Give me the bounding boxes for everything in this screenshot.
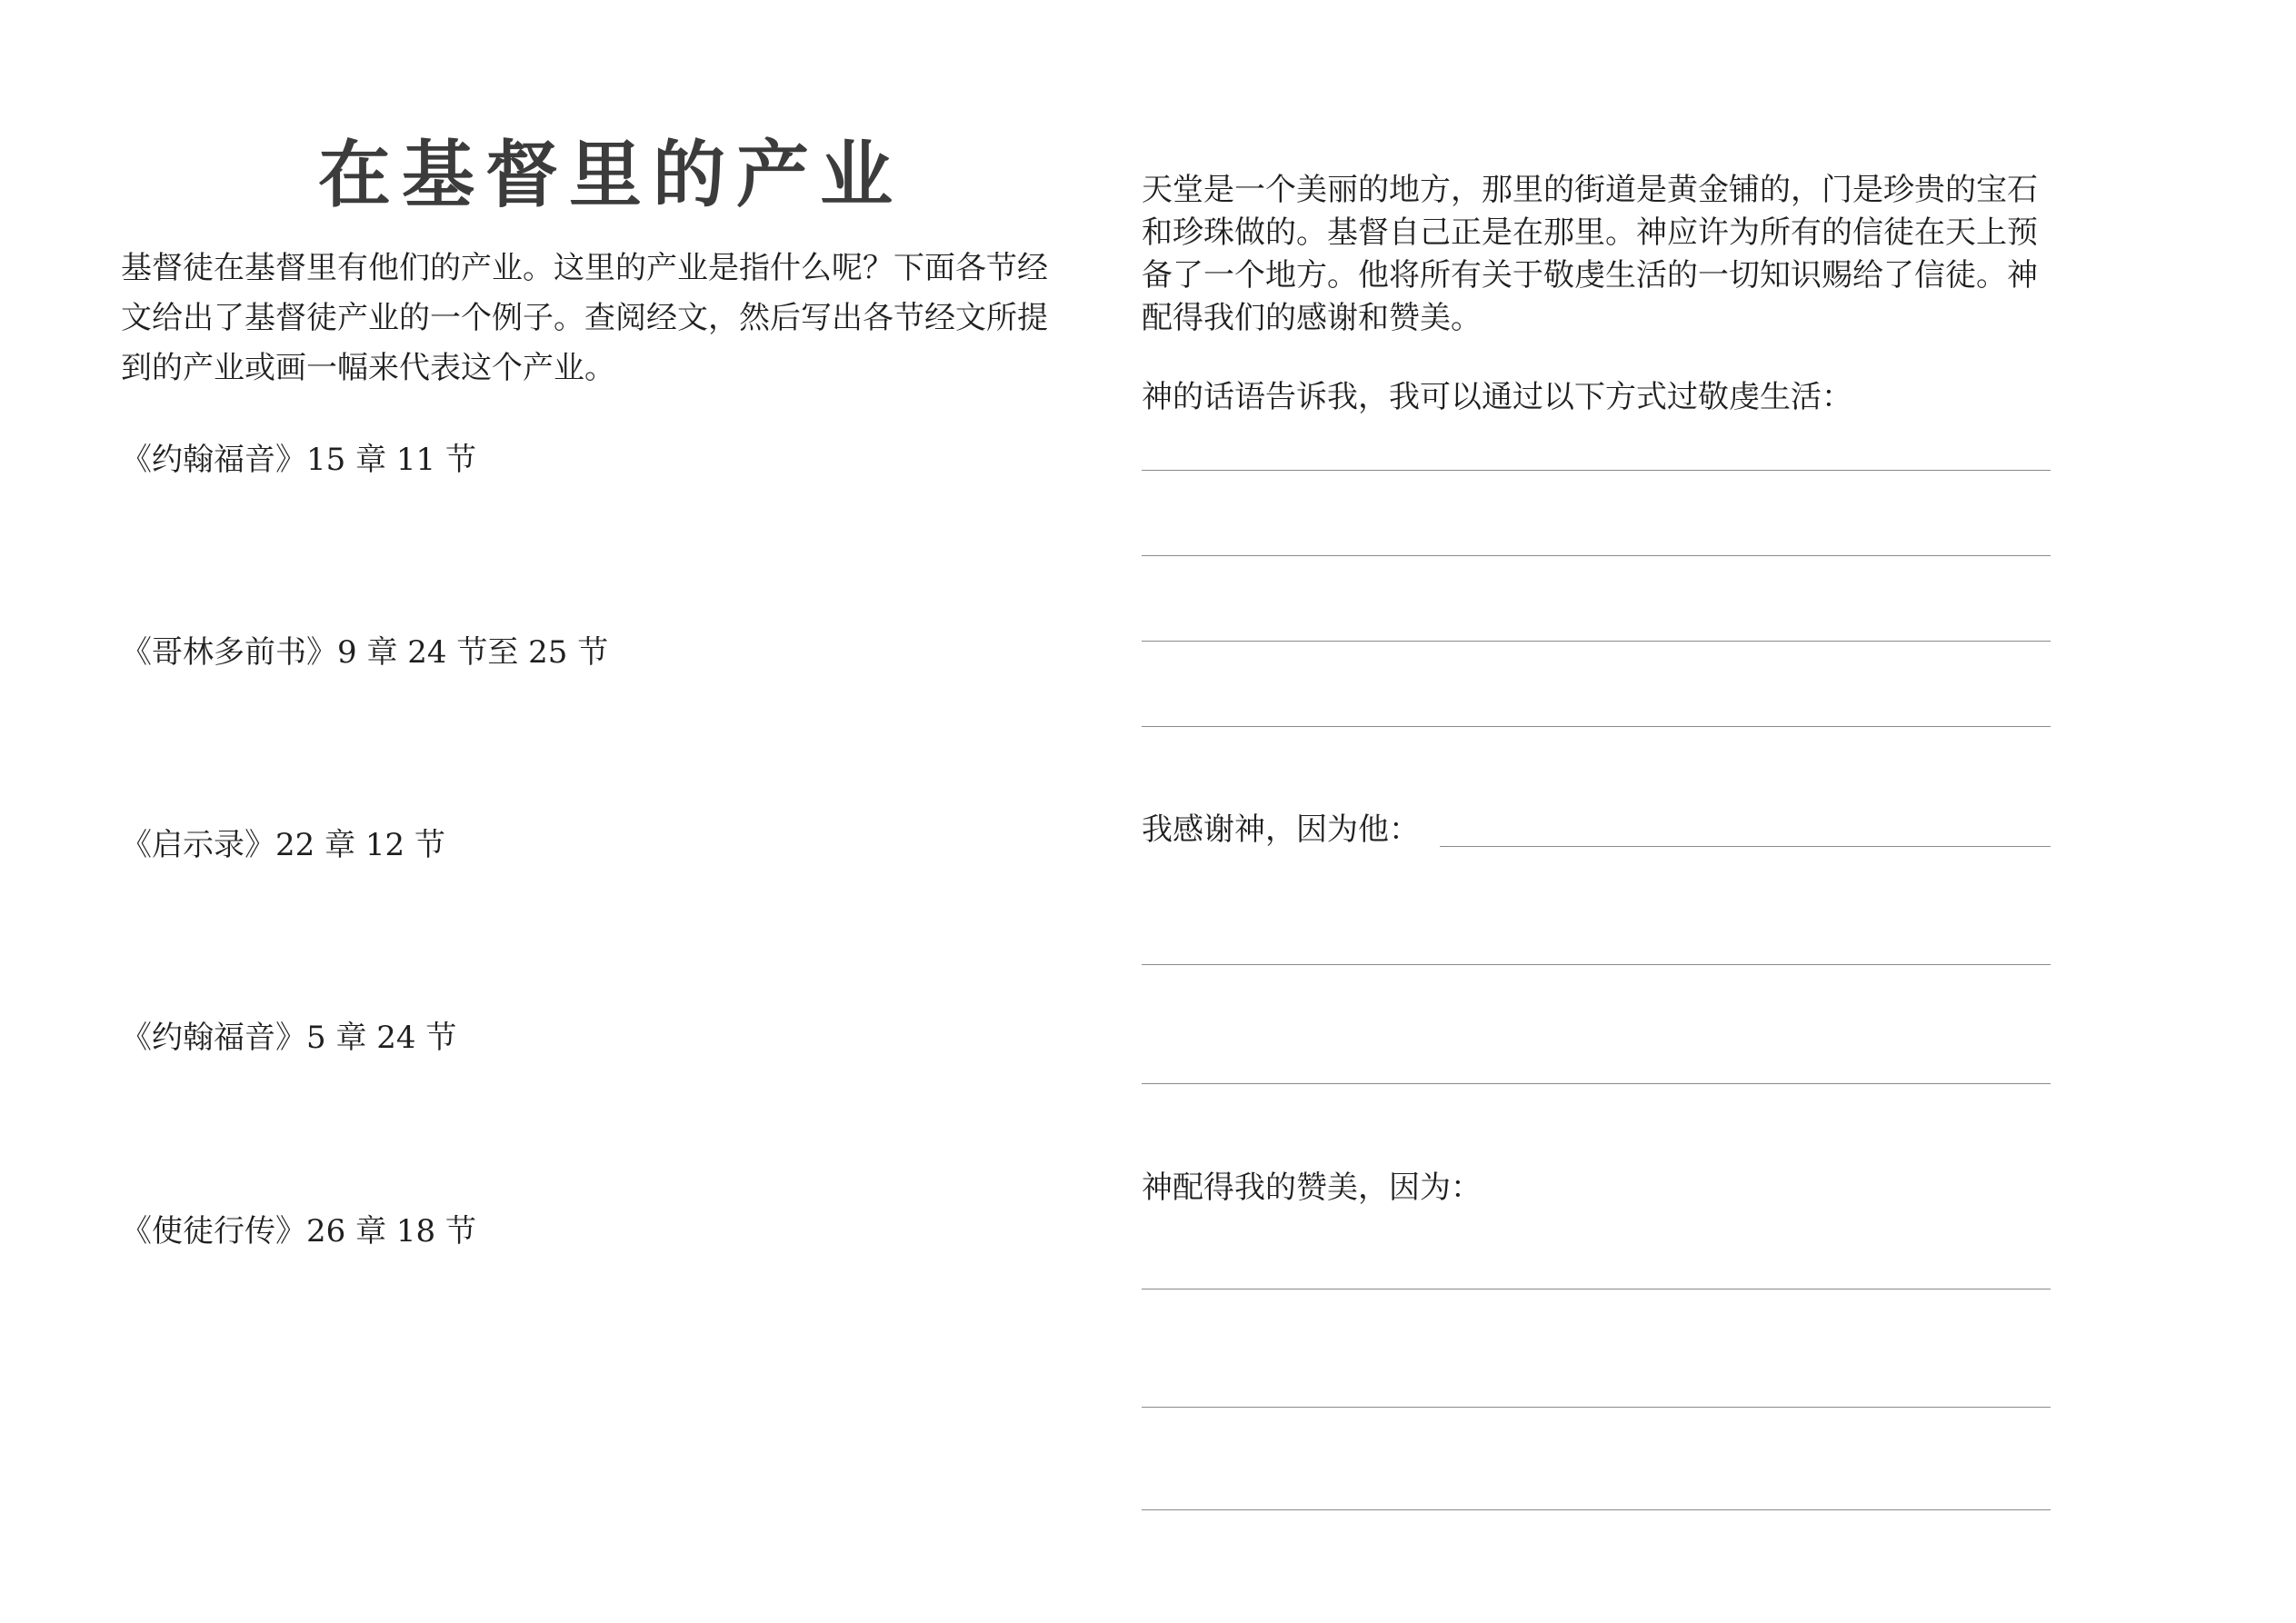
praise-prompt: 神配得我的赞美，因为： — [1142, 1170, 1482, 1206]
page-title: 在基督里的产业 — [318, 132, 903, 217]
verse-reference-3: 《启示录》22 章 12 节 — [121, 827, 445, 863]
verse-reference-2: 《哥林多前书》9 章 24 节至 25 节 — [121, 634, 609, 671]
answer-line[interactable] — [1142, 1407, 2051, 1408]
verse-reference-1: 《约翰福音》15 章 11 节 — [121, 442, 476, 478]
answer-line[interactable] — [1142, 470, 2051, 471]
verse-reference-4: 《约翰福音》5 章 24 节 — [121, 1020, 457, 1056]
thanks-prompt: 我感谢神，因为他： — [1142, 812, 1420, 848]
heaven-paragraph: 天堂是一个美丽的地方，那里的街道是黄金铺的，门是珍贵的宝石和珍珠做的。基督自己正是在那里。神应许为所有的信徒在天上预备了一个地方。他将所有关于敬虔生活的一切知识赐给了信徒。神配得我们的感谢和赞美。 — [1142, 172, 2038, 336]
godly-life-prompt: 神的话语告诉我，我可以通过以下方式过敬虔生活： — [1142, 379, 1852, 415]
verse-reference-5: 《使徒行传》26 章 18 节 — [121, 1213, 476, 1250]
answer-line[interactable] — [1142, 641, 2051, 642]
answer-line[interactable] — [1142, 964, 2051, 965]
answer-line[interactable] — [1142, 555, 2051, 556]
answer-line[interactable] — [1142, 1509, 2051, 1510]
answer-line[interactable] — [1142, 1083, 2051, 1084]
answer-line[interactable] — [1440, 846, 2051, 847]
intro-paragraph: 基督徒在基督里有他们的产业。这里的产业是指什么呢？下面各节经文给出了基督徒产业的一个例子。查阅经文，然后写出各节经文所提到的产业或画一幅来代表这个产业。 — [121, 250, 1048, 386]
answer-line[interactable] — [1142, 726, 2051, 727]
